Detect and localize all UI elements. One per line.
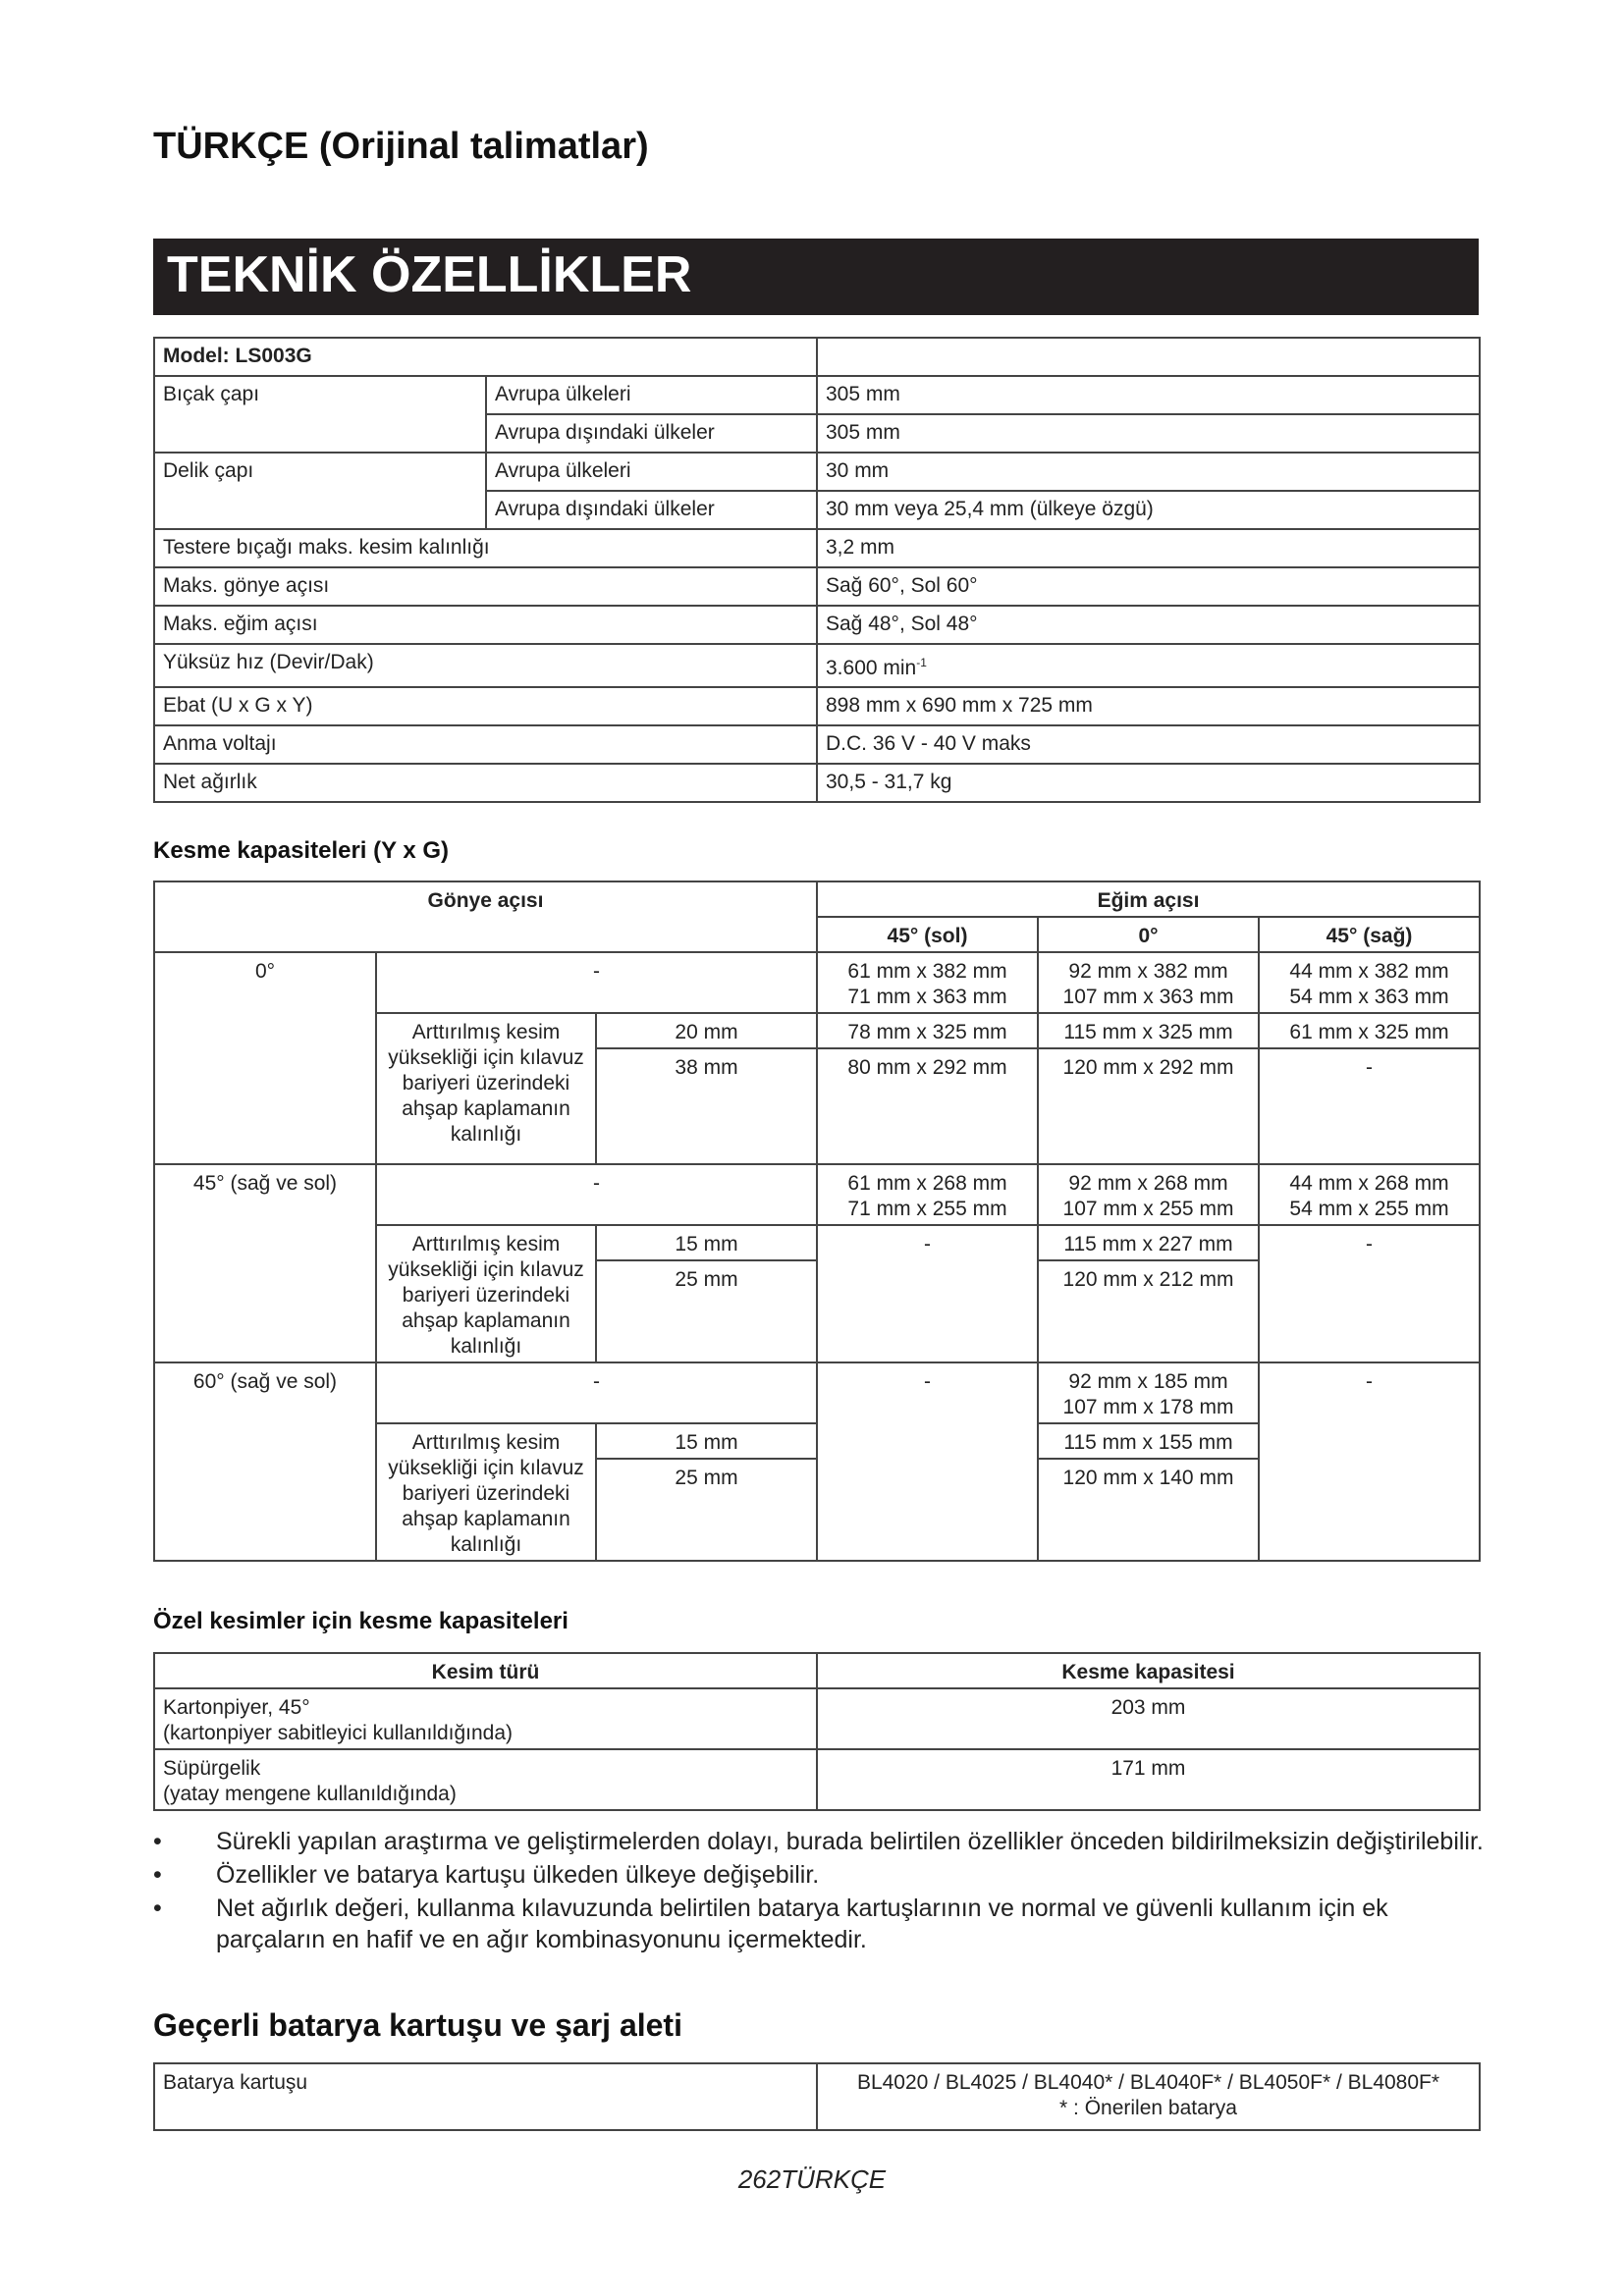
table-row [154,453,1480,491]
cap-value: - [817,1225,1038,1362]
cap-value: 107 mm x 255 mm [1062,1198,1234,1220]
table-row [154,1362,1480,1423]
miter-angle-0: 0° [154,952,376,1164]
model-value: LS003G [235,345,312,367]
table-row [154,2063,1480,2130]
model-label: Model: [163,345,230,367]
notes-list [153,1826,1489,1957]
bevel-col-0: 0° [1038,917,1259,952]
cap-value: 80 mm x 292 mm [817,1048,1038,1164]
cap-value: 71 mm x 255 mm [847,1198,1007,1220]
table-row [154,606,1480,644]
battery-label: Batarya kartuşu [154,2063,817,2130]
bullet: • [153,1828,162,1855]
bevel-col-45-left: 45° (sol) [817,917,1038,952]
hole-noneu-label: Avrupa dışındaki ülkeler [486,491,817,529]
cap-cell [817,952,1038,1013]
table-row [154,567,1480,606]
capacity-table [153,881,1481,1562]
miter-angle-60: 60° (sağ ve sol) [154,1362,376,1561]
miter-angle-45: 45° (sağ ve sol) [154,1164,376,1362]
cut-type-cell [154,1749,817,1810]
blade-eu-value: 305 mm [817,376,1480,414]
footer-language: TÜRKÇE [781,2164,887,2194]
bullet: • [153,1861,162,1889]
note-text: Sürekli yapılan araştırma ve geliştirmelerden dolayı, burada belirtilen özellikler önceden bildirilmeksizin değiştirilebilir. [216,1828,1484,1855]
facing-thickness: 38 mm [596,1048,817,1164]
cap-value: - [817,1362,1038,1561]
cap-cell [1038,1362,1259,1423]
facing-thickness: 25 mm [596,1260,817,1362]
cap-value: 120 mm x 292 mm [1038,1048,1259,1164]
cap-value: 54 mm x 255 mm [1289,1198,1449,1220]
note-text: Özellikler ve batarya kartuşu ülkeden ülkeye değişebilir. [216,1861,820,1889]
model-label-cell [154,338,817,376]
empty-cell [817,338,1480,376]
blade-noneu-label: Avrupa dışındaki ülkeler [486,414,817,453]
hole-eu-label: Avrupa ülkeleri [486,453,817,491]
cut-type-header: Kesim türü [154,1653,817,1688]
cap-cell [1038,1164,1259,1225]
table-row [154,338,1480,376]
cap-value: 44 mm x 382 mm [1289,960,1449,983]
kerf-label: Testere bıçağı maks. kesim kalınlığı [154,529,817,567]
facing-label: Arttırılmış kesim yüksekliği için kılavuz bariyeri üzerindeki ahşap kaplamanın kalınlığı [376,1423,596,1561]
speed-label: Yüksüz hız (Devir/Dak) [154,644,817,687]
miter-angle-header: Gönye açısı [154,881,817,952]
cap-value: 92 mm x 185 mm [1068,1370,1228,1393]
bevel-col-45-right: 45° (sağ) [1259,917,1480,952]
cut-note: (kartonpiyer sabitleyici kullanıldığında) [163,1722,514,1744]
cap-value: 92 mm x 268 mm [1068,1172,1228,1195]
cut-type: Süpürgelik [163,1757,261,1780]
cap-value: 54 mm x 363 mm [1289,986,1449,1008]
battery-table [153,2062,1481,2131]
capacity-heading: Kesme kapasiteleri (Y x G) [153,837,450,864]
facing-none: - [376,1362,817,1423]
cap-cell [1259,1164,1480,1225]
cap-value: 120 mm x 212 mm [1038,1260,1259,1362]
miter-value: Sağ 60°, Sol 60° [817,567,1480,606]
cap-value: 115 mm x 155 mm [1038,1423,1259,1459]
battery-heading: Geçerli batarya kartuşu ve şarj aleti [153,2007,682,2043]
facing-label: Arttırılmış kesim yüksekliği için kılavuz bariyeri üzerindeki ahşap kaplamanın kalınlığı [376,1225,596,1362]
cap-value: 92 mm x 382 mm [1068,960,1228,983]
cap-value: 120 mm x 140 mm [1038,1459,1259,1561]
blade-eu-label: Avrupa ülkeleri [486,376,817,414]
cap-value: - [1259,1048,1480,1164]
section-banner: TEKNİK ÖZELLİKLER [153,239,1479,315]
cut-capacity: 203 mm [817,1688,1480,1749]
facing-thickness: 20 mm [596,1013,817,1048]
voltage-label: Anma voltajı [154,725,817,764]
table-row [154,1688,1480,1749]
battery-note: * : Önerilen batarya [1059,2097,1237,2119]
facing-thickness: 25 mm [596,1459,817,1561]
note-text: Net ağırlık değeri, kullanma kılavuzunda belirtilen batarya kartuşlarının ve normal ve güvenli kullanım için ek parçaların en hafif ve en ağır kombinasyonunu içermektedir. [216,1895,1388,1953]
table-row [154,376,1480,414]
voltage-value: D.C. 36 V - 40 V maks [817,725,1480,764]
battery-models: BL4020 / BL4025 / BL4040* / BL4040F* / BL4050F* / BL4080F* [856,2071,1440,2094]
hole-eu-value: 30 mm [817,453,1480,491]
cap-value: 61 mm x 382 mm [847,960,1007,983]
page-footer [0,2164,1624,2195]
page-title: TÜRKÇE (Orijinal talimatlar) [153,126,649,167]
table-row [154,725,1480,764]
list-item [153,1859,1489,1891]
list-item [153,1826,1489,1857]
blade-noneu-value: 305 mm [817,414,1480,453]
cap-value: 115 mm x 325 mm [1038,1013,1259,1048]
dims-value: 898 mm x 690 mm x 725 mm [817,687,1480,725]
special-cuts-table [153,1652,1481,1811]
cap-value: 71 mm x 363 mm [847,986,1007,1008]
cap-value: 107 mm x 178 mm [1062,1396,1234,1418]
table-row [154,644,1480,687]
weight-value: 30,5 - 31,7 kg [817,764,1480,802]
battery-cell [817,2063,1480,2130]
miter-label: Maks. gönye açısı [154,567,817,606]
table-row [154,952,1480,1013]
cap-value: 115 mm x 227 mm [1038,1225,1259,1260]
facing-none: - [376,952,817,1013]
bevel-label: Maks. eğim açısı [154,606,817,644]
hole-noneu-value: 30 mm veya 25,4 mm (ülkeye özgü) [817,491,1480,529]
facing-thickness: 15 mm [596,1423,817,1459]
cap-value: 44 mm x 268 mm [1289,1172,1449,1195]
cut-note: (yatay mengene kullanıldığında) [163,1783,457,1805]
speed-unit-exponent: -1 [916,656,927,669]
table-row [154,1164,1480,1225]
kerf-value: 3,2 mm [817,529,1480,567]
cap-cell [1038,952,1259,1013]
cap-value: 78 mm x 325 mm [817,1013,1038,1048]
cap-value: - [1259,1225,1480,1362]
table-row [154,1653,1480,1688]
cap-value: - [1259,1362,1480,1561]
facing-thickness: 15 mm [596,1225,817,1260]
table-row [154,529,1480,567]
page-number: 262 [737,2164,782,2194]
cap-value: 107 mm x 363 mm [1062,986,1234,1008]
cut-type-cell [154,1688,817,1749]
facing-label: Arttırılmış kesim yüksekliği için kılavuz bariyeri üzerindeki ahşap kaplamanın kalınlığı [376,1013,596,1164]
speed-value: 3.600 min [826,657,917,679]
table-row [154,1749,1480,1810]
blade-dia-label: Bıçak çapı [154,376,486,453]
cap-cell [817,1164,1038,1225]
cut-capacity: 171 mm [817,1749,1480,1810]
table-row [154,687,1480,725]
cut-type: Kartonpiyer, 45° [163,1696,310,1719]
dims-label: Ebat (U x G x Y) [154,687,817,725]
hole-dia-label: Delik çapı [154,453,486,529]
list-item [153,1893,1489,1955]
special-heading: Özel kesimler için kesme kapasiteleri [153,1608,568,1634]
table-row [154,764,1480,802]
cap-value: 61 mm x 325 mm [1259,1013,1480,1048]
bevel-value: Sağ 48°, Sol 48° [817,606,1480,644]
speed-value-cell [817,644,1480,687]
weight-label: Net ağırlık [154,764,817,802]
cap-cell [1259,952,1480,1013]
specs-table [153,337,1481,803]
bullet: • [153,1895,162,1922]
cut-capacity-header: Kesme kapasitesi [817,1653,1480,1688]
cap-value: 61 mm x 268 mm [847,1172,1007,1195]
facing-none: - [376,1164,817,1225]
bevel-angle-header: Eğim açısı [817,881,1480,917]
table-row [154,881,1480,917]
